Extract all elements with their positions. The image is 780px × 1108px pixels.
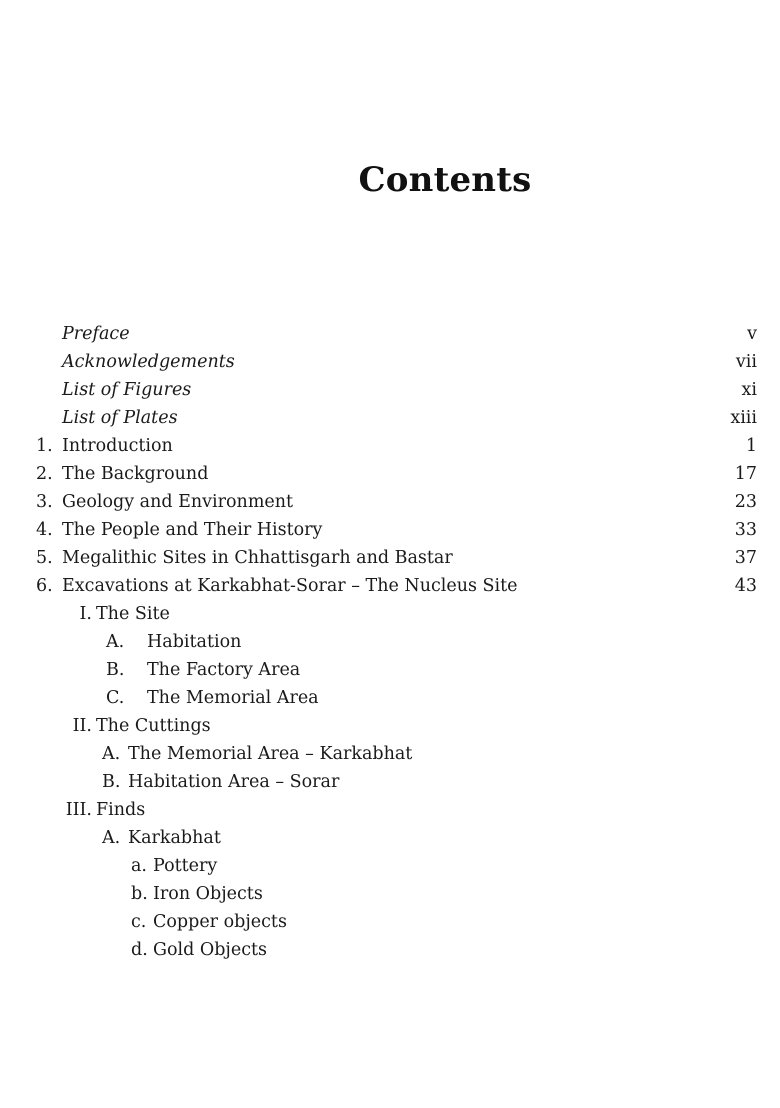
toc-page-number: 37	[734, 548, 757, 568]
toc-chapter-title: Megalithic Sites in Chhattisgarh and Bastar	[62, 548, 453, 568]
toc-entry-list-of-figures	[0, 376, 780, 404]
toc-subsection-letter: A.	[102, 828, 121, 848]
toc-chapter-5	[0, 544, 780, 572]
toc-chapter-1	[0, 432, 780, 460]
toc-subsection-habitation-area-sorar	[0, 768, 780, 796]
toc-item-title: Gold Objects	[153, 940, 268, 960]
toc-subsection-title: The Memorial Area	[147, 688, 319, 708]
toc-entry-label: Acknowledgements	[62, 352, 235, 372]
toc-entry-acknowledgements	[0, 348, 780, 376]
toc-section-number: III.	[65, 800, 92, 820]
table-of-contents	[0, 320, 780, 964]
toc-chapter-title: The People and Their History	[62, 520, 323, 540]
toc-item-title: Pottery	[153, 856, 218, 876]
toc-subsection-memorial-area	[0, 684, 780, 712]
toc-page-number: vii	[735, 352, 757, 372]
toc-chapter-number: 2.	[36, 464, 53, 484]
toc-subsection-title: The Factory Area	[147, 660, 301, 680]
toc-entry-preface	[0, 320, 780, 348]
toc-entry-label: List of Plates	[62, 408, 178, 428]
toc-entry-label: List of Figures	[62, 380, 192, 400]
toc-chapter-2	[0, 460, 780, 488]
toc-item-letter: c.	[131, 912, 147, 932]
toc-page-number: 23	[734, 492, 757, 512]
toc-item-pottery	[0, 852, 780, 880]
toc-chapter-number: 3.	[36, 492, 53, 512]
toc-subsection-letter: C.	[106, 688, 125, 708]
toc-section-finds	[0, 796, 780, 824]
toc-item-letter: b.	[131, 884, 148, 904]
toc-section-title: The Cuttings	[96, 716, 211, 736]
toc-subsection-memorial-area-karkabhat	[0, 740, 780, 768]
toc-subsection-title: Habitation	[147, 632, 242, 652]
toc-chapter-6	[0, 572, 780, 600]
toc-page-number: 33	[734, 520, 757, 540]
toc-page-number: 43	[734, 576, 757, 596]
toc-subsection-letter: B.	[106, 660, 125, 680]
toc-chapter-number: 4.	[36, 520, 53, 540]
toc-section-title: Finds	[96, 800, 146, 820]
toc-entry-list-of-plates	[0, 404, 780, 432]
toc-chapter-number: 1.	[36, 436, 53, 456]
toc-chapter-title: Introduction	[62, 436, 173, 456]
toc-subsection-letter: A.	[106, 632, 125, 652]
toc-page-number: 1	[745, 436, 757, 456]
toc-subsection-letter: A.	[102, 744, 121, 764]
toc-chapter-4	[0, 516, 780, 544]
toc-item-copper-objects	[0, 908, 780, 936]
toc-section-title: The Site	[96, 604, 170, 624]
page-title: Contents	[358, 160, 532, 200]
toc-subsection-title: Habitation Area – Sorar	[128, 772, 340, 792]
toc-page-number: v	[747, 324, 757, 344]
toc-item-title: Iron Objects	[153, 884, 263, 904]
toc-chapter-title: Excavations at Karkabhat-Sorar – The Nucleus Site	[62, 576, 518, 596]
toc-chapter-number: 6.	[36, 576, 53, 596]
toc-chapter-title: Geology and Environment	[62, 492, 294, 512]
toc-item-gold-objects	[0, 936, 780, 964]
toc-subsection-title: Karkabhat	[128, 828, 221, 848]
toc-page-number: xiii	[730, 408, 757, 428]
toc-chapter-number: 5.	[36, 548, 53, 568]
toc-item-letter: d.	[131, 940, 148, 960]
toc-chapter-3	[0, 488, 780, 516]
toc-section-the-site	[0, 600, 780, 628]
toc-chapter-title: The Background	[62, 464, 209, 484]
toc-section-number: II.	[72, 716, 92, 736]
toc-item-title: Copper objects	[153, 912, 287, 932]
toc-subsection-habitation	[0, 628, 780, 656]
toc-subsection-factory-area	[0, 656, 780, 684]
toc-entry-label: Preface	[62, 324, 130, 344]
toc-item-letter: a.	[131, 856, 147, 876]
toc-subsection-title: The Memorial Area – Karkabhat	[128, 744, 413, 764]
toc-subsection-letter: B.	[102, 772, 121, 792]
toc-subsection-karkabhat	[0, 824, 780, 852]
toc-item-iron-objects	[0, 880, 780, 908]
toc-page-number: xi	[741, 380, 757, 400]
toc-page-number: 17	[734, 464, 757, 484]
toc-section-number: I.	[79, 604, 92, 624]
toc-section-the-cuttings	[0, 712, 780, 740]
